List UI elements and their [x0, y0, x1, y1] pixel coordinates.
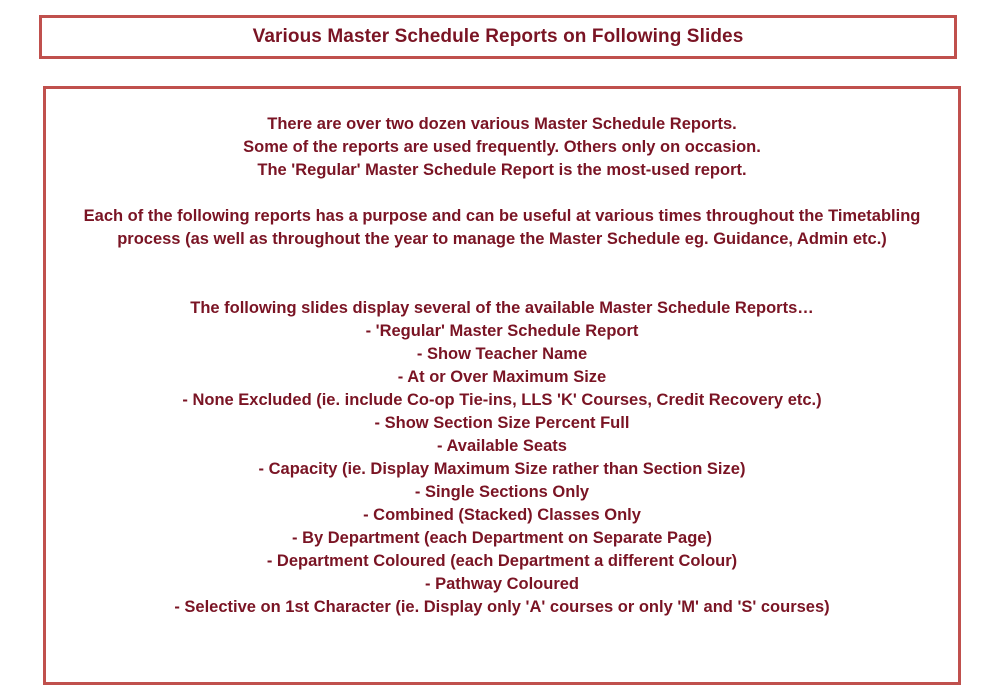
report-item: - Single Sections Only — [414, 483, 590, 501]
intro-line-3: The 'Regular' Master Schedule Report is the most-used report. — [257, 161, 747, 179]
report-item: - Show Teacher Name — [416, 345, 588, 363]
spacer — [46, 251, 958, 297]
report-item: - By Department (each Department on Separate Page) — [292, 529, 712, 547]
intro-line-2: Some of the reports are used frequently. Others only on occasion. — [243, 138, 761, 156]
content-text — [46, 89, 958, 619]
purpose-paragraph: Each of the following reports has a purpose and can be useful at various times throughout the Timetabling process (as well as throughout the year to manage the Master Schedule eg. Guidance, Admin etc.) — [83, 207, 921, 248]
report-item: - None Excluded (ie. include Co-op Tie-ins, LLS 'K' Courses, Credit Recovery etc.) — [182, 391, 822, 409]
report-item: - Selective on 1st Character (ie. Display only 'A' courses or only 'M' and 'S' courses) — [174, 598, 830, 616]
content-box — [43, 86, 961, 685]
report-item: - Show Section Size Percent Full — [374, 414, 630, 432]
list-heading: The following slides display several of the available Master Schedule Reports… — [190, 299, 814, 317]
slide-title: Various Master Schedule Reports on Following Slides — [252, 26, 744, 47]
report-item: - Combined (Stacked) Classes Only — [363, 506, 641, 524]
report-item: - Department Coloured (each Department a different Colour) — [266, 552, 738, 570]
intro-line-1: There are over two dozen various Master Schedule Reports. — [267, 115, 737, 133]
report-item: - Available Seats — [437, 437, 567, 455]
report-item: - Pathway Coloured — [424, 575, 580, 593]
report-item: - Capacity (ie. Display Maximum Size rather than Section Size) — [258, 460, 746, 478]
report-item: - 'Regular' Master Schedule Report — [365, 322, 639, 340]
title-box — [39, 15, 957, 59]
spacer — [46, 182, 958, 205]
report-item: - At or Over Maximum Size — [397, 368, 607, 386]
